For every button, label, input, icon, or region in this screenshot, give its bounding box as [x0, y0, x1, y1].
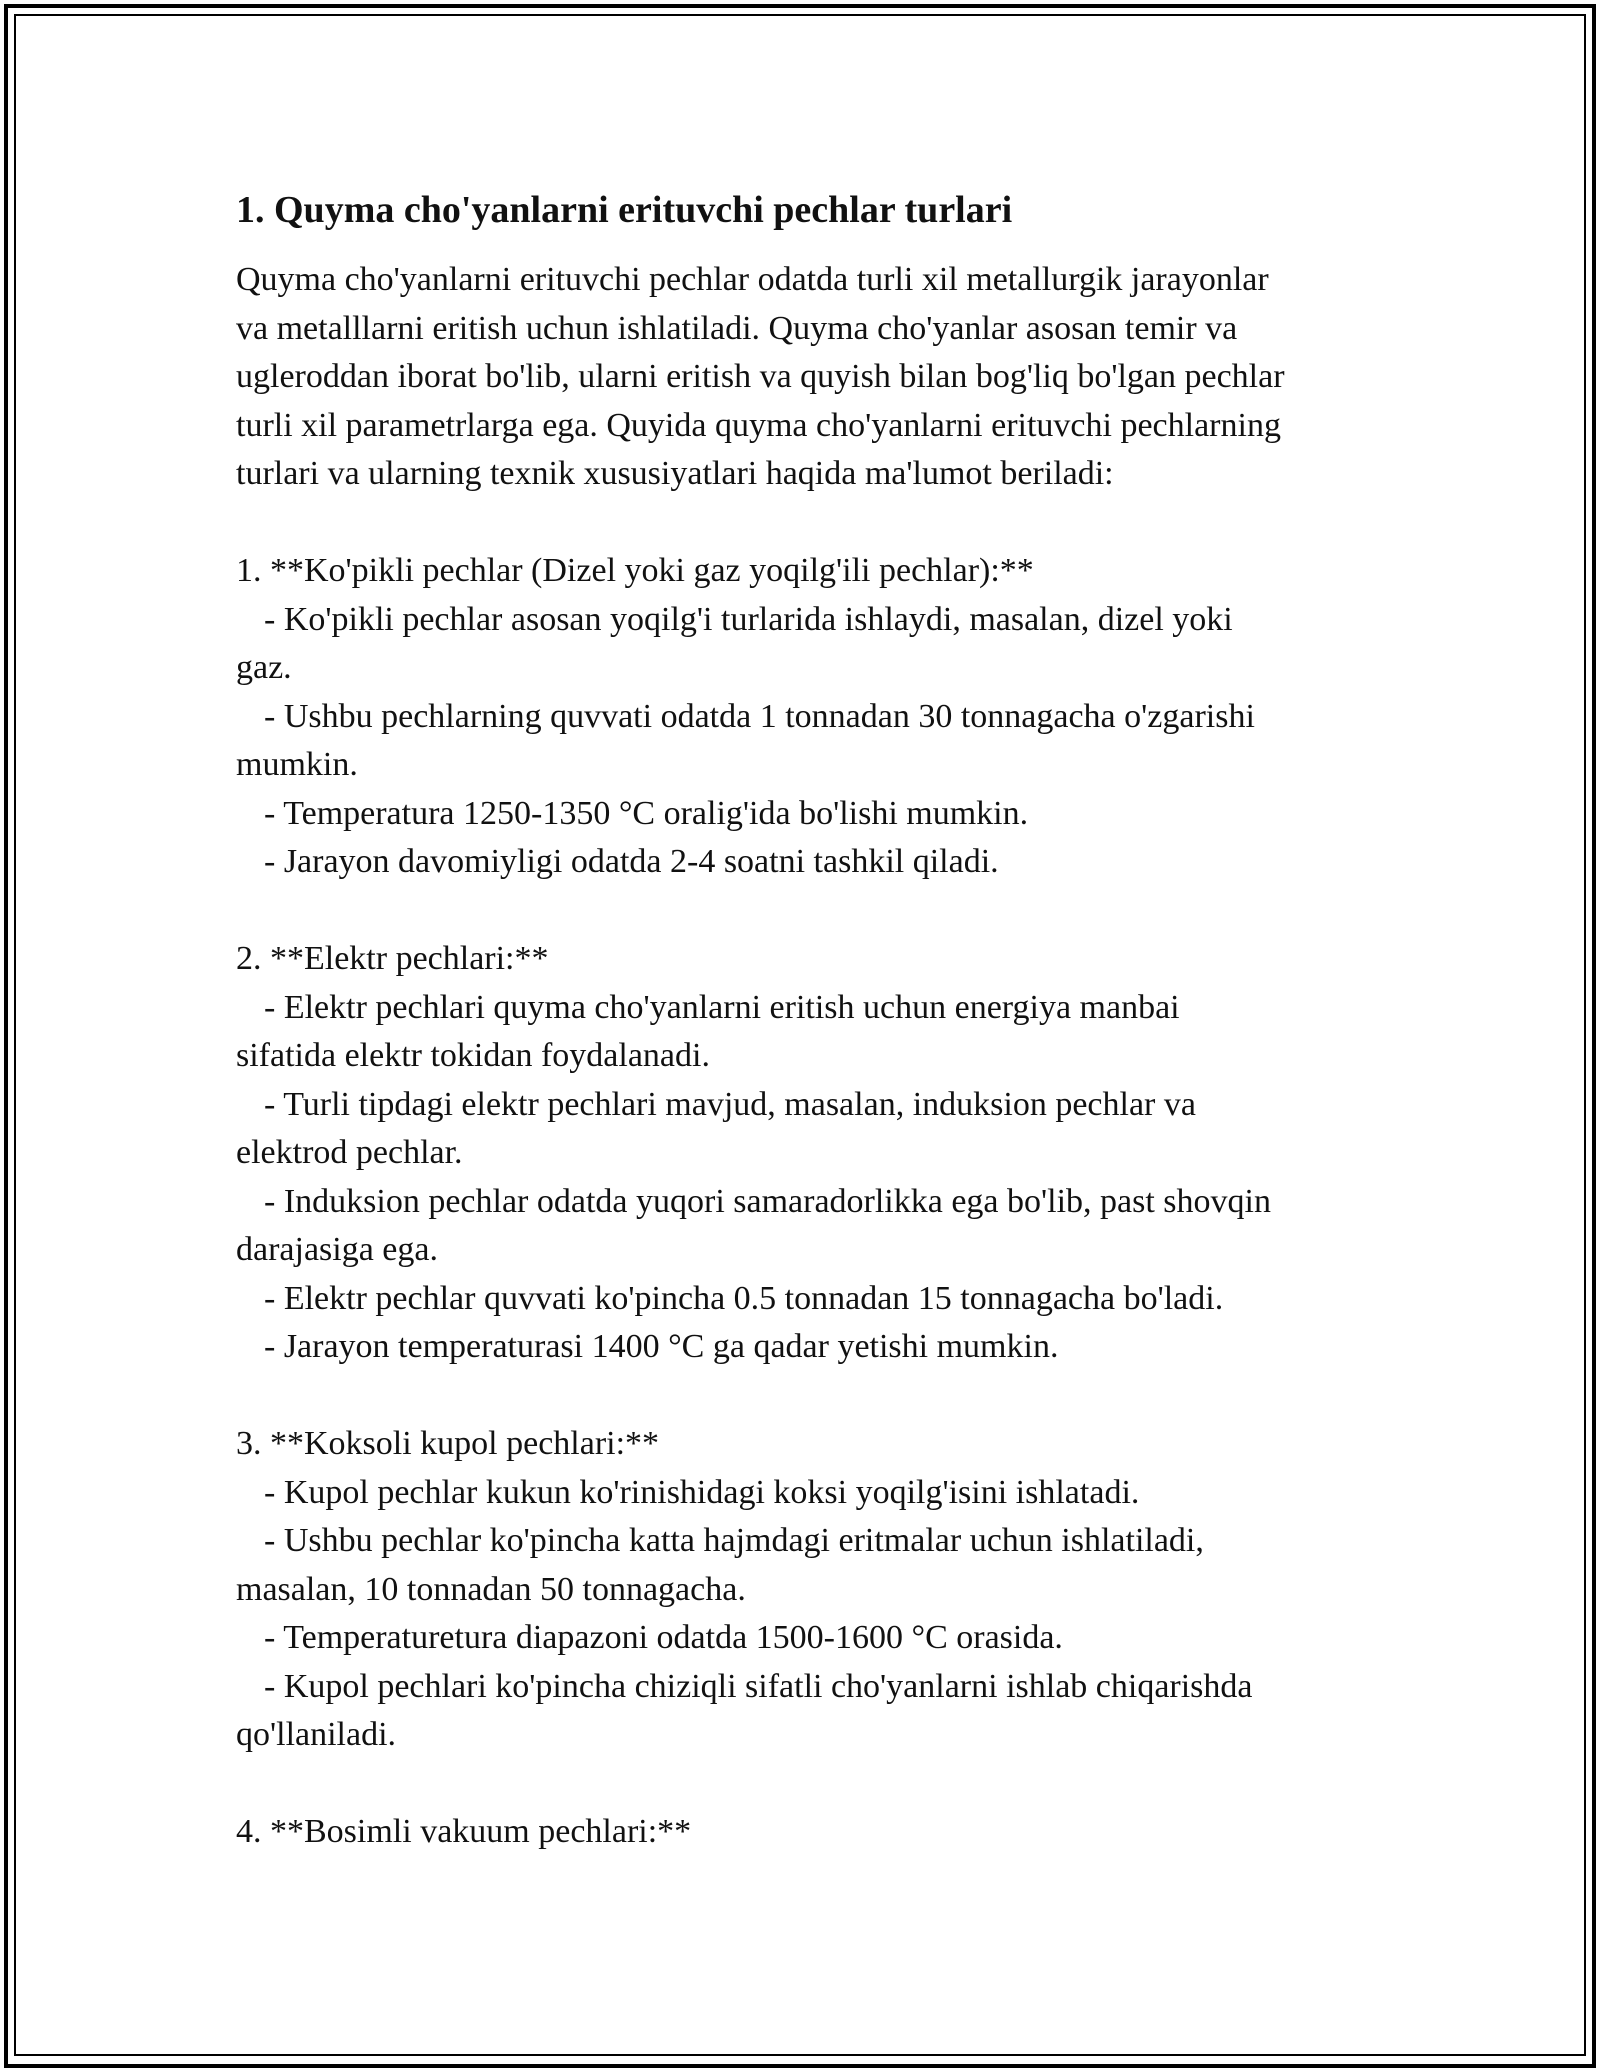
section-kopikli-pechlar [236, 547, 1386, 887]
intro-line: ugleroddan iborat bo'lib, ularni eritish va quyish bilan bog'liq bo'lgan pechlar [236, 358, 1285, 395]
document-body [236, 186, 1386, 1857]
bullet-continuation: gaz. [236, 649, 292, 686]
bullet-text: - Ko'pikli pechlar asosan yoqilg'i turlarida ishlaydi, masalan, dizel yoki [264, 600, 1233, 638]
section-heading: 3. **Koksoli kupol pechlari:** [236, 1425, 660, 1462]
intro-line: Quyma cho'yanlarni erituvchi pechlar odatda turli xil metallurgik jarayonlar [236, 261, 1269, 298]
bullet-line [236, 838, 1386, 887]
bullet-text: - Kupol pechlar kukun ko'rinishidagi koksi yoqilg'isini ishlatadi. [264, 1473, 1140, 1511]
section-heading: 2. **Elektr pechlari:** [236, 940, 549, 977]
paragraph-gap [236, 887, 1386, 936]
bullet-text: - Jarayon davomiyligi odatda 2-4 soatni tashkil qiladi. [264, 843, 999, 880]
intro-line: turlari va ularning texnik xususiyatlari haqida ma'lumot beriladi: [236, 455, 1114, 492]
bullet-continuation: qo'llaniladi. [236, 1716, 397, 1753]
bullet-text: - Elektr pechlar quvvati ko'pincha 0.5 tonnadan 15 tonnagacha bo'ladi. [264, 1279, 1224, 1317]
document-title: 1. Quyma cho'yanlarni erituvchi pechlar turlari [236, 189, 1013, 231]
paragraph-gap [236, 1372, 1386, 1421]
bullet-continuation: mumkin. [236, 746, 358, 783]
intro-line: va metalllarni eritish uchun ishlatiladi. Quyma cho'yanlar asosan temir va [236, 309, 1238, 347]
paragraph-gap [236, 1760, 1386, 1809]
bullet-line [236, 984, 1386, 1033]
section-heading: 4. **Bosimli vakuum pechlari:** [236, 1813, 692, 1850]
intro-paragraph [236, 256, 1386, 499]
bullet-line [236, 1323, 1386, 1372]
section-koksoli-kupol-pechlari [236, 1420, 1386, 1760]
bullet-line [236, 596, 1386, 645]
bullet-line [236, 1081, 1386, 1130]
bullet-continuation: elektrod pechlar. [236, 1134, 463, 1171]
bullet-line [236, 1275, 1386, 1324]
bullet-text: - Kupol pechlari ko'pincha chiziqli sifatli cho'yanlarni ishlab chiqarishda [264, 1667, 1253, 1705]
bullet-text: - Jarayon temperaturasi 1400 °C ga qadar yetishi mumkin. [264, 1328, 1059, 1365]
bullet-continuation: sifatida elektr tokidan foydalanadi. [236, 1037, 710, 1074]
bullet-line [236, 1178, 1386, 1227]
section-elektr-pechlari [236, 935, 1386, 1372]
bullet-continuation: masalan, 10 tonnadan 50 tonnagacha. [236, 1570, 746, 1608]
bullet-text: - Turli tipdagi elektr pechlari mavjud, masalan, induksion pechlar va [264, 1085, 1196, 1123]
bullet-text: - Ushbu pechlarning quvvati odatda 1 tonnadan 30 tonnagacha o'zgarishi [264, 697, 1255, 735]
paragraph-gap [236, 499, 1386, 548]
bullet-continuation: darajasiga ega. [236, 1231, 438, 1268]
bullet-line [236, 1517, 1386, 1566]
bullet-line [236, 693, 1386, 742]
bullet-text: - Ushbu pechlar ko'pincha katta hajmdagi eritmalar uchun ishlatiladi, [264, 1522, 1204, 1559]
bullet-line [236, 1614, 1386, 1663]
bullet-line [236, 1663, 1386, 1712]
bullet-text: - Elektr pechlari quyma cho'yanlarni eritish uchun energiya manbai [264, 988, 1180, 1026]
bullet-line [236, 1469, 1386, 1518]
section-bosimli-vakuum-pechlari [236, 1808, 1386, 1857]
section-heading: 1. **Ko'pikli pechlar (Dizel yoki gaz yoqilg'ili pechlar):** [236, 552, 1034, 589]
bullet-text: - Temperaturetura diapazoni odatda 1500-1600 °C orasida. [264, 1619, 1063, 1656]
bullet-text: - Temperatura 1250-1350 °C oralig'ida bo'lishi mumkin. [264, 794, 1029, 832]
bullet-text: - Induksion pechlar odatda yuqori samaradorlikka ega bo'lib, past shovqin [264, 1182, 1271, 1220]
bullet-line [236, 790, 1386, 839]
intro-line: turli xil parametrlarga ega. Quyida quyma cho'yanlarni erituvchi pechlarning [236, 406, 1281, 444]
